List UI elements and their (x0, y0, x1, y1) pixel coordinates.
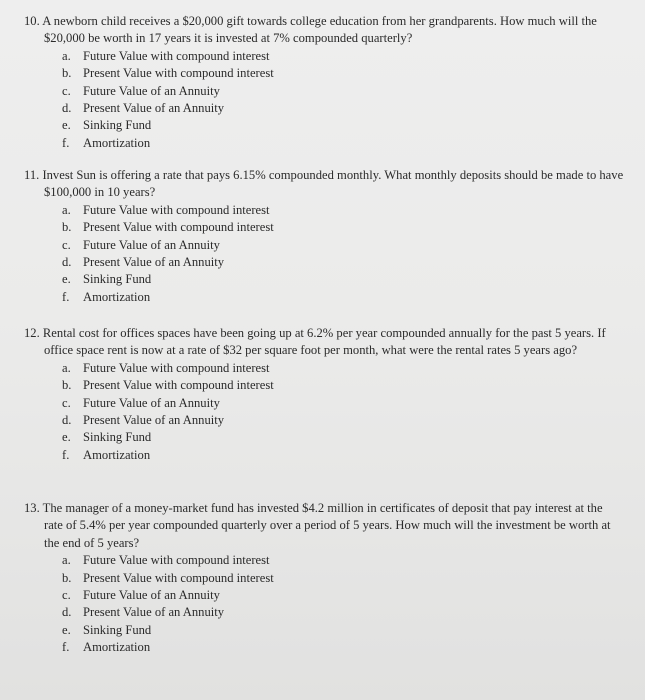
option-letter: c. (62, 395, 71, 410)
option-letter: e. (62, 622, 71, 637)
option-e (62, 271, 624, 288)
option-letter: e. (62, 272, 71, 287)
option-a (62, 48, 624, 65)
option-a (62, 202, 624, 219)
option-list (62, 202, 624, 306)
option-letter: a. (62, 48, 71, 63)
question-10 (24, 13, 624, 152)
option-letter: d. (62, 413, 72, 428)
option-label: Future Value with compound interest (83, 202, 270, 217)
option-b (62, 65, 624, 82)
question-text (24, 13, 624, 48)
option-letter: d. (62, 101, 72, 116)
option-c (62, 587, 624, 604)
question-number: 10. (24, 14, 40, 28)
option-letter: f. (62, 289, 70, 304)
option-label: Amortization (83, 135, 151, 150)
option-letter: c. (62, 83, 71, 98)
question-number: 12. (24, 326, 40, 340)
option-d (62, 254, 624, 271)
question-12 (24, 325, 624, 464)
option-label: Future Value of an Annuity (83, 588, 220, 603)
option-letter: b. (62, 570, 72, 585)
question-body: A newborn child receives a $20,000 gift towards college education from her grandparents. How much will the $20,000 be worth in 17 years it is invested at 7% compounded quarterly? (42, 14, 597, 46)
option-label: Future Value with compound interest (83, 360, 270, 375)
option-e (62, 429, 624, 446)
option-letter: a. (62, 360, 71, 375)
option-b (62, 219, 624, 236)
option-list (62, 48, 624, 152)
option-label: Sinking Fund (83, 118, 152, 133)
option-letter: f. (62, 447, 70, 462)
option-label: Present Value of an Annuity (83, 413, 225, 428)
question-body: Rental cost for offices spaces have been going up at 6.2% per year compounded annually for the past 5 years. If office space rent is now at a rate of $32 per square foot per month, what were the rental rates 5 years ago? (42, 326, 606, 358)
option-c (62, 237, 624, 254)
option-letter: b. (62, 66, 72, 81)
option-label: Amortization (83, 447, 151, 462)
option-letter: e. (62, 430, 71, 445)
option-label: Present Value of an Annuity (83, 101, 225, 116)
option-letter: a. (62, 553, 71, 568)
option-f (62, 289, 624, 306)
option-d (62, 412, 624, 429)
option-letter: f. (62, 135, 70, 150)
option-letter: c. (62, 237, 71, 252)
option-label: Future Value of an Annuity (83, 395, 220, 410)
option-e (62, 117, 624, 134)
question-text (24, 325, 624, 360)
option-letter: a. (62, 202, 71, 217)
option-d (62, 100, 624, 117)
option-label: Present Value with compound interest (83, 378, 274, 393)
question-body: Invest Sun is offering a rate that pays 6.15% compounded monthly. What monthly deposits should be made to have $100,000 in 10 years? (42, 168, 624, 200)
question-text (24, 167, 624, 202)
option-letter: e. (62, 118, 71, 133)
option-label: Present Value with compound interest (83, 66, 274, 81)
option-label: Amortization (83, 640, 151, 655)
option-letter: f. (62, 640, 70, 655)
question-11 (24, 167, 624, 306)
option-b (62, 570, 624, 587)
option-c (62, 83, 624, 100)
option-c (62, 395, 624, 412)
option-label: Future Value with compound interest (83, 553, 270, 568)
option-f (62, 447, 624, 464)
option-label: Future Value with compound interest (83, 48, 270, 63)
question-body: The manager of a money-market fund has invested $4.2 million in certificates of deposit that pay interest at the rate of 5.4% per year compounded quarterly over a period of 5 years. How much will the investment be worth at the end of 5 years? (42, 501, 611, 550)
option-label: Present Value with compound interest (83, 220, 274, 235)
option-label: Future Value of an Annuity (83, 237, 220, 252)
option-letter: c. (62, 588, 71, 603)
question-text (24, 500, 624, 552)
option-label: Present Value with compound interest (83, 570, 274, 585)
option-letter: b. (62, 220, 72, 235)
question-number: 13. (24, 501, 40, 515)
option-b (62, 377, 624, 394)
option-letter: b. (62, 378, 72, 393)
option-a (62, 360, 624, 377)
option-label: Present Value of an Annuity (83, 605, 225, 620)
option-f (62, 135, 624, 152)
option-f (62, 639, 624, 656)
option-label: Future Value of an Annuity (83, 83, 220, 98)
option-label: Sinking Fund (83, 622, 152, 637)
question-number: 11. (24, 168, 40, 182)
option-label: Present Value of an Annuity (83, 255, 225, 270)
option-d (62, 604, 624, 621)
option-e (62, 622, 624, 639)
option-letter: d. (62, 605, 72, 620)
option-a (62, 552, 624, 569)
option-list (62, 552, 624, 656)
option-letter: d. (62, 255, 72, 270)
option-list (62, 360, 624, 464)
option-label: Sinking Fund (83, 272, 152, 287)
option-label: Amortization (83, 289, 151, 304)
question-13 (24, 500, 624, 657)
option-label: Sinking Fund (83, 430, 152, 445)
